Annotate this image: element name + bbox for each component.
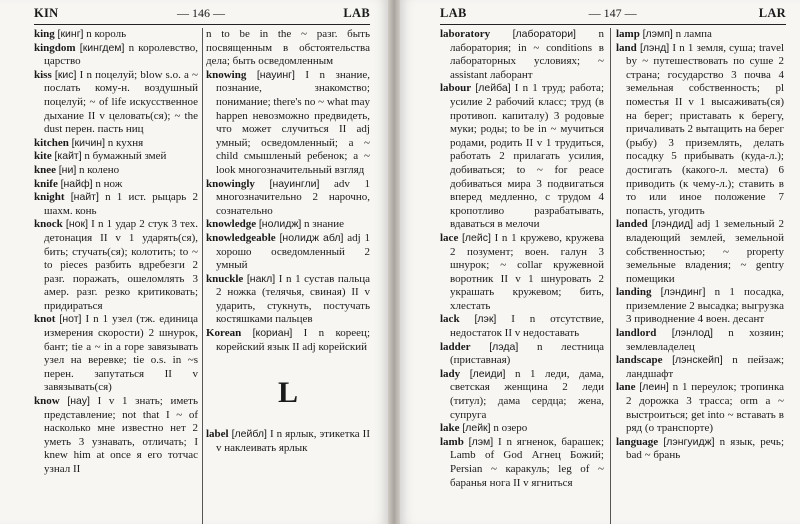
dictionary-entry: [206, 327, 370, 354]
entry-transcription: [лэм]: [468, 435, 494, 448]
left-page-header: [34, 6, 370, 22]
entry-definition: n пейзаж; ландшафт: [626, 354, 784, 380]
dictionary-entry: [616, 28, 784, 42]
entry-definition: I n 1 удар 2 стук 3 тех. детонация II v 1 ударять(ся), бить; стучать(ся); колотить; to ~ to pieces разбить вдребезги 2 разг. поражать, ошеломлять 3 амер. разг. резко критиковать; придираться: [44, 218, 198, 312]
section-letter: L: [277, 376, 298, 410]
entry-definition: n кухня: [105, 136, 144, 149]
entry-definition: I n ягненок, барашек; Lamb of God Агнец Божий; Persian ~ каракуль; leg of ~ баранья нога II v ягниться: [450, 435, 604, 489]
entry-transcription: [нок]: [65, 218, 88, 231]
entry-headword: landing: [616, 286, 652, 299]
entry-definition: I n 1 кружево, кружева 2 позумент; воен. галун 3 шнурок; ~ collar кружевной воротник II v 1 шнуровать 2 украшать кружевом; бить, хлестать: [450, 231, 604, 312]
dictionary-entry: [206, 218, 370, 232]
entry-definition: n король: [83, 28, 127, 40]
entry-definition: n нож: [92, 177, 123, 190]
dictionary-entry: [616, 218, 784, 286]
dictionary-entry: [616, 327, 784, 354]
entry-transcription: [леиди]: [469, 367, 506, 380]
entry-transcription: [лэк]: [474, 313, 497, 326]
entry-definition: n 1 переулок; тропинка 2 дорожка 3 трасса; orm a ~ выстроиться; get into ~ вставать в ряд (о транспорте): [626, 381, 784, 435]
entry-definition: n 1 посадка, приземление 2 высадка; выгрузка 3 приводнение 4 воен. десант: [626, 286, 784, 326]
entry-transcription: [науингли]: [269, 177, 320, 190]
entry-definition: I n 1 узел (тж. единица измерения скорости) 2 шнурок, бант; tie a ~ in a rope завязывать узел на веревке; tie o.s. in ~s перен. запутаться II v завязывать(ся): [44, 313, 198, 394]
entry-definition: I v 1 знать; иметь представление; not that I ~ of насколько мне известно нет 2 уметь 3 узнавать, отличать; I knew him at once я его тотчас узнал II: [44, 395, 198, 475]
entry-transcription: [нау]: [67, 395, 90, 408]
entry-headword: lamb: [440, 435, 464, 448]
dictionary-entry: [440, 422, 604, 436]
entry-transcription: [накл]: [246, 272, 276, 285]
entry-headword: lack: [440, 313, 460, 326]
entry-headword: know: [34, 395, 60, 408]
entry-headword: knowledgeable: [206, 231, 276, 244]
dictionary-entry: [440, 341, 604, 368]
entry-transcription: [лейба]: [475, 82, 511, 95]
right-guide-word-last: LAR: [758, 6, 786, 20]
dictionary-entry: [616, 286, 784, 327]
right-page-column-1: [440, 28, 604, 524]
entry-transcription: [нолидж абл]: [279, 231, 344, 244]
dictionary-entry: [440, 28, 604, 82]
dictionary-entry: [206, 28, 370, 69]
entry-headword: lady: [440, 367, 461, 380]
dictionary-entry: [440, 82, 604, 232]
entry-definition: n 1 ист. рыцарь 2 шахм. конь: [44, 191, 198, 217]
entry-headword: knowing: [206, 68, 247, 81]
entry-headword: landscape: [616, 354, 663, 367]
entry-transcription: [кис]: [54, 68, 77, 81]
entry-transcription: [ни]: [58, 163, 77, 176]
entry-headword: kite: [34, 150, 52, 163]
entry-transcription: [лэнд]: [639, 41, 670, 54]
left-page-number: — 146 —: [176, 6, 225, 20]
dictionary-entry: [34, 28, 198, 42]
dictionary-entry: [440, 313, 604, 340]
entry-headword: laboratory: [440, 28, 491, 40]
entry-definition: I n 1 земля, суша; travel by ~ путешествовать по суше 2 страна; государство 3 почва 4 земельная собственность; pl поместья II v 1 высаживать(ся) на берег; приставать к берегу, причаливать 2 вытащить на берег (рыбу) 3 приземлять, делать посадку 5 прибывать (куда-л.); достигать (какого-л. места) 6 приводить (к чему-л.); ставить в то или иное положение 7 попасть, угодить: [626, 41, 784, 217]
entry-headword: knife: [34, 177, 58, 190]
entry-definition: I n 1 труд; работа; усилие 2 рабочий класс; труд (в противоп. капиталу) 3 родовые муки; роды; to be in ~ мучиться родами, родить II v 1 трудиться, работать 2 прилагать усилия, добиваться; to ~ for peace добиваться мира 3 подвигаться вперед медленно, с трудом 4 кропотливо разрабатывать, вдаваться в мелочи: [450, 82, 604, 231]
entry-transcription: [леин]: [639, 381, 669, 394]
entry-definition: I n кореец; корейский язык II adj корейский: [216, 327, 370, 353]
dictionary-entry: [440, 232, 604, 314]
right-guide-word-first: LAB: [440, 6, 467, 20]
right-column-divider: [610, 28, 611, 524]
dictionary-entry: [34, 191, 198, 218]
dictionary-entry: [206, 428, 370, 455]
entry-headword: lane: [616, 381, 636, 394]
entry-definition: n хозяин; землевладелец: [626, 327, 784, 353]
dictionary-entry: [206, 273, 370, 327]
entry-transcription: [найт]: [70, 191, 99, 204]
entry-definition: n королевство, царство: [44, 41, 198, 68]
dictionary-entry: [206, 178, 370, 219]
dictionary-entry: [440, 368, 604, 422]
entry-definition: I n поцелуй; blow s.o. a ~ послать кому-н. воздушный поцелуй; ~ of life искусственное дыхание II v целовать(ся); ~ the dust перен. пасть ниц: [44, 68, 198, 136]
entry-transcription: [лейбл]: [231, 428, 267, 441]
entry-definition: adj 1 хорошо осведомленный 2 умный: [216, 231, 370, 272]
entry-headword: label: [206, 428, 229, 441]
dictionary-entry: [206, 232, 370, 273]
entry-definition: I n знание, познание, знакомство; понимание; there's no ~ what may happen невозможно предвидеть, что может случиться II adj умный; осведомленный; a ~ child смышленый ребенок; a ~ look многозначительный взгляд: [216, 68, 370, 176]
dictionary-entry: [34, 42, 198, 69]
entry-transcription: [нот]: [59, 313, 82, 326]
entry-definition: I n 1 сустав пальца 2 ножка (телячья, свиная) II v ударить, стукнуть, постучать костяшками пальцев: [216, 272, 370, 326]
right-header-rule: [440, 24, 786, 25]
dictionary-entry: [34, 150, 198, 164]
dictionary-entry: [616, 381, 784, 435]
entry-definition: n to be in the ~ разг. быть посвященным в обстоятельства дела; быть осведомленным: [206, 28, 370, 68]
left-page: [0, 0, 388, 524]
left-header-rule: [34, 24, 370, 25]
entry-headword: knee: [34, 163, 56, 176]
entry-transcription: [лэнскейп]: [672, 354, 723, 367]
entry-headword: knowingly: [206, 177, 255, 190]
dictionary-entry: [206, 69, 370, 178]
dictionary-entry: [616, 436, 784, 463]
book-gutter: [388, 0, 400, 524]
entry-headword: kingdom: [34, 41, 76, 54]
entry-transcription: [лейс]: [462, 231, 491, 244]
entry-definition: n лаборатория; in ~ conditions в лабораторных условиях; ~ assistant лаборант: [450, 28, 604, 81]
left-page-column-2: [206, 28, 370, 524]
dictionary-entry: [34, 395, 198, 477]
entry-transcription: [лейк]: [462, 422, 491, 435]
entry-headword: lace: [440, 231, 459, 244]
entry-definition: n язык, речь; bad ~ брань: [626, 435, 784, 462]
right-page-header: [440, 6, 786, 22]
entry-definition: adv 1 многозначительно 2 нарочно, сознательно: [216, 177, 370, 217]
entry-transcription: [нолидж]: [258, 218, 302, 231]
entry-headword: knuckle: [206, 272, 244, 285]
entry-headword: Korean: [206, 327, 242, 340]
dictionary-entry: [34, 69, 198, 137]
entry-definition: n озеро: [490, 422, 528, 435]
entry-transcription: [кичин]: [71, 136, 106, 149]
entry-headword: land: [616, 41, 637, 54]
left-column-divider: [202, 28, 203, 524]
left-guide-word-first: KIN: [34, 6, 59, 20]
entry-transcription: [лэнгуидж]: [663, 435, 715, 448]
entry-definition: I n ярлык, этикетка II v наклеивать ярлык: [216, 428, 370, 454]
entry-headword: labour: [440, 82, 472, 95]
entry-transcription: [лэнлод]: [671, 327, 713, 340]
entry-definition: adj 1 земельный 2 владеющий землей, земельной собственностью; ~ property земельные владения; ~ gentry помещики: [626, 218, 784, 285]
entry-definition: I n отсутствие, недостаток II v недоставать: [450, 313, 604, 340]
entry-headword: knowledge: [206, 218, 257, 231]
entry-headword: lake: [440, 422, 460, 435]
entry-headword: knock: [34, 218, 63, 231]
dictionary-entry: [440, 436, 604, 490]
right-page-column-2: [616, 28, 784, 524]
entry-transcription: [кориан]: [252, 327, 293, 340]
entry-definition: n 1 леди, дама, светская женщина 2 леди (титул); дама сердца; жена, супруга: [450, 367, 604, 421]
entry-transcription: [найф]: [60, 177, 93, 190]
entry-headword: kitchen: [34, 136, 69, 149]
entry-transcription: [лэндинг]: [660, 286, 706, 299]
entry-transcription: [кинг]: [57, 28, 84, 40]
entry-transcription: [кингдем]: [79, 41, 125, 54]
right-page-number: — 147 —: [588, 6, 637, 20]
left-page-column-1: [34, 28, 198, 524]
right-page: [400, 0, 800, 524]
entry-headword: knot: [34, 313, 56, 326]
entry-headword: lamp: [616, 28, 640, 40]
entry-transcription: [лэмп]: [642, 28, 673, 40]
entry-transcription: [лэндид]: [651, 218, 693, 231]
entry-definition: n лампа: [672, 28, 712, 40]
entry-definition: n лестница (приставная): [450, 340, 604, 367]
entry-headword: knight: [34, 191, 65, 204]
entry-headword: landlord: [616, 327, 657, 340]
entry-transcription: [лэда]: [489, 340, 519, 353]
entry-definition: n бумажный змей: [81, 150, 167, 163]
entry-transcription: [лаборатори]: [512, 28, 576, 40]
dictionary-entry: [34, 137, 198, 151]
dictionary-entry: [616, 42, 784, 219]
entry-definition: n колено: [76, 163, 120, 176]
entry-headword: ladder: [440, 340, 471, 353]
left-guide-word-last: LAB: [343, 6, 370, 20]
entry-headword: language: [616, 435, 659, 448]
entry-transcription: [кайт]: [54, 150, 82, 163]
entry-headword: king: [34, 28, 55, 40]
dictionary-entry: [34, 218, 198, 313]
entry-headword: landed: [616, 218, 648, 231]
entry-transcription: [науинг]: [256, 68, 295, 81]
entry-headword: kiss: [34, 68, 52, 81]
entry-definition: n знание: [301, 218, 345, 231]
dictionary-entry: [616, 354, 784, 381]
dictionary-entry: [34, 178, 198, 192]
dictionary-entry: [34, 313, 198, 395]
dictionary-entry: [34, 164, 198, 178]
